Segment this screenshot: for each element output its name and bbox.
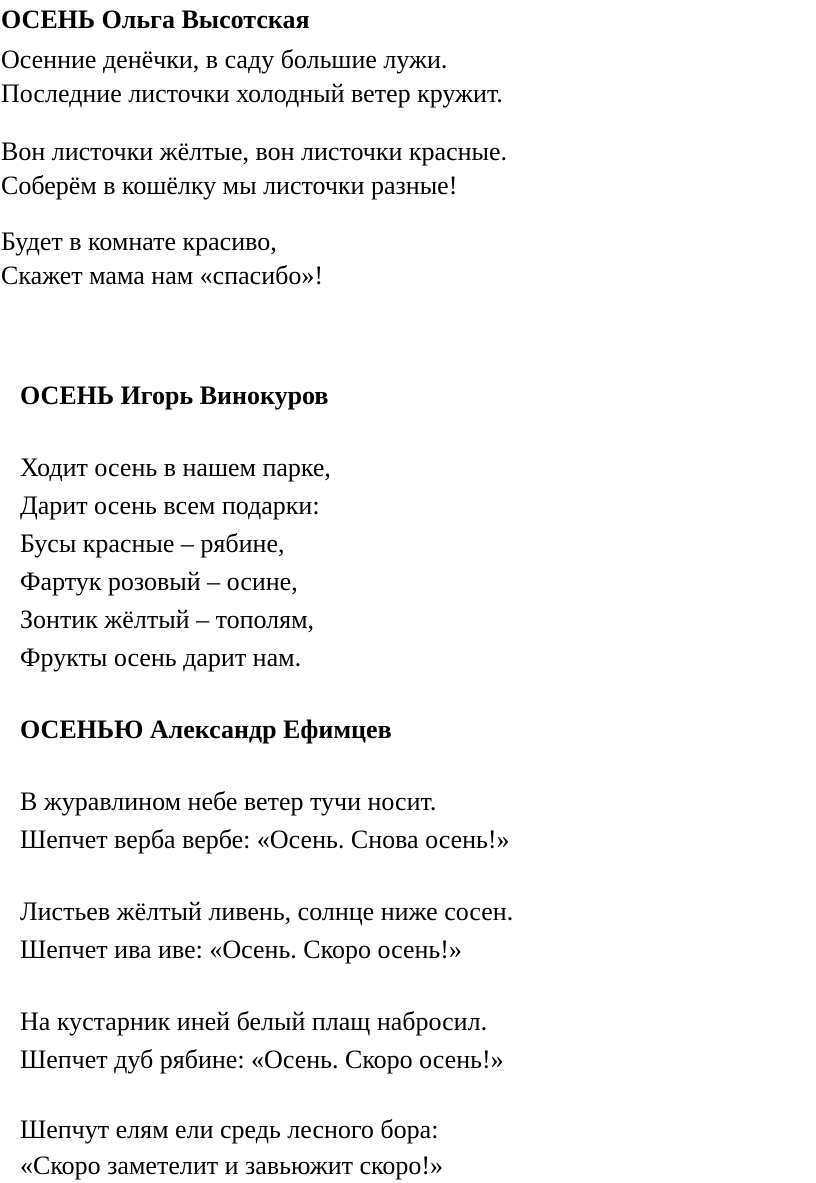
poem1-line-3: Вон листочки жёлтые, вон листочки красные. [1, 137, 508, 166]
poem2-line-4: Фартук розовый – осине, [20, 567, 298, 596]
poem3-line-8: «Скоро заметелит и завьюжит скоро!» [20, 1151, 443, 1180]
poem3-line-4: Шепчет ива иве: «Осень. Скоро осень!» [20, 935, 462, 964]
poem1-line-4: Соберём в кошёлку мы листочки разные! [1, 171, 458, 200]
poem3-title: ОСЕНЬЮ Александр Ефимцев [20, 715, 392, 744]
poem1-title: ОСЕНЬ Ольга Высотская [1, 5, 310, 34]
poem3-line-1: В журавлином небе ветер тучи носит. [20, 787, 437, 816]
poem1-line-2: Последние листочки холодный ветер кружит. [1, 79, 503, 108]
poem3-line-3: Листьев жёлтый ливень, солнце ниже сосен. [20, 897, 514, 926]
poem2-line-3: Бусы красные – рябине, [20, 529, 285, 558]
poem1-line-6: Скажет мама нам «спасибо»! [1, 261, 324, 290]
poem2-line-2: Дарит осень всем подарки: [20, 491, 320, 520]
poem1-line-1: Осенние денёчки, в саду большие лужи. [1, 45, 448, 74]
poem1-line-5: Будет в комнате красиво, [1, 227, 277, 256]
poem3-line-5: На кустарник иней белый плащ набросил. [20, 1007, 488, 1036]
poem2-title: ОСЕНЬ Игорь Винокуров [20, 381, 329, 410]
poem2-line-1: Ходит осень в нашем парке, [20, 453, 331, 482]
poem2-line-5: Зонтик жёлтый – тополям, [20, 605, 315, 634]
poem2-line-6: Фрукты осень дарит нам. [20, 643, 302, 672]
poem3-line-2: Шепчет верба вербе: «Осень. Снова осень!» [20, 825, 510, 854]
poem3-line-6: Шепчет дуб рябине: «Осень. Скоро осень!» [20, 1045, 504, 1074]
poem3-line-7: Шепчут елям ели средь лесного бора: [20, 1115, 439, 1144]
